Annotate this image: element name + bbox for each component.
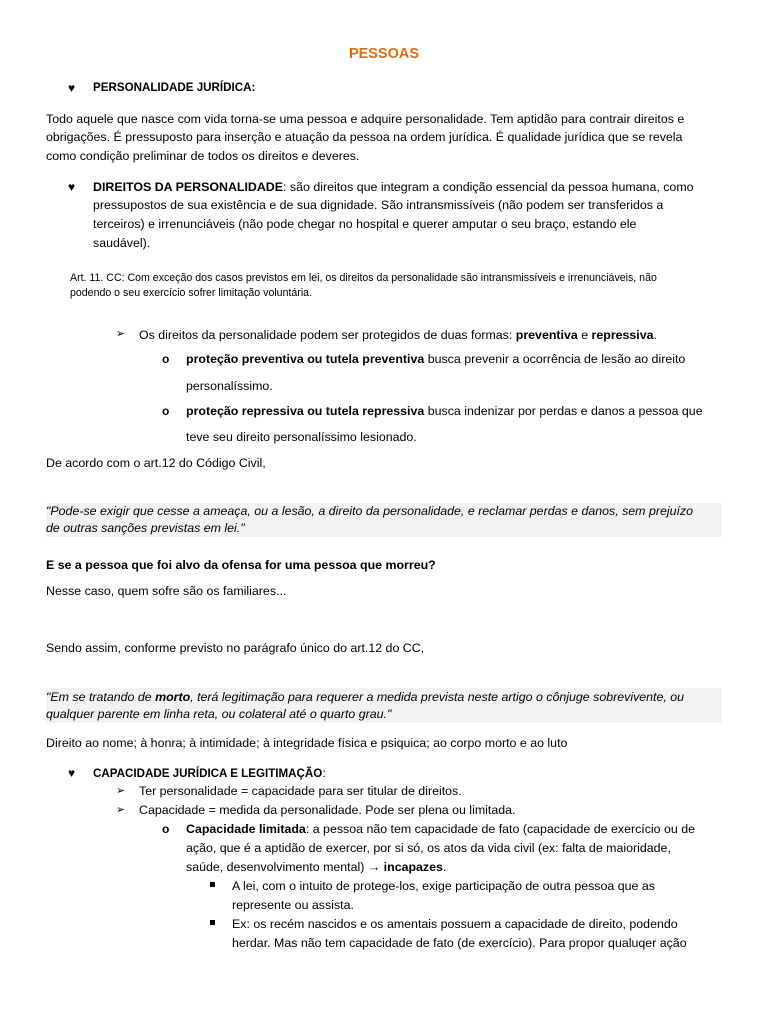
- circle-bullet-icon: o: [162, 404, 170, 418]
- art11-line-2: podendo o seu exercício sofrer limitação voluntária.: [70, 287, 313, 299]
- heart-bullet-icon: ♥: [68, 81, 76, 95]
- personalidade-line-3: como condição preliminar de todos os direitos e deveres.: [46, 149, 360, 163]
- capacidade-item-2: Capacidade = medida da personalidade. Pode ser plena ou limitada.: [139, 803, 516, 817]
- limitada-bold: Capacidade limitada: [186, 822, 306, 836]
- limitada-rest: : a pessoa não tem capacidade de fato (capacidade de exercício ou de: [305, 822, 696, 836]
- sub-item-1-line-1: A lei, com o intuito de protege-los, exige participação de outra pessoa que as: [232, 879, 655, 893]
- arrow-bullet-icon: ➢: [116, 804, 126, 816]
- quote2-line-2: qualquer parente em linha reta, ou colateral até o quarto grau.": [46, 707, 392, 721]
- heart-bullet-icon: ♥: [68, 180, 76, 194]
- limitada-incapazes: incapazes: [380, 860, 443, 874]
- question-heading: E se a pessoa que foi alvo da ofensa for uma pessoa que morreu?: [46, 558, 436, 572]
- limitada-line-3: [186, 858, 446, 877]
- formas-item-preventiva: [186, 350, 685, 369]
- capacidade-colon: :: [322, 766, 326, 780]
- direitos-line-2: pressupostos de sua existência e de sua dignidade. São intransmissíveis (não podem ser transferidos a: [93, 198, 664, 212]
- quote2-bold: morto: [155, 690, 191, 704]
- direito-nome-text: Direito ao nome; à honra; à intimidade; à integridade física e psiquica; ao corpo morto e ao luto: [46, 736, 568, 750]
- art12-intro: De acordo com o art.12 do Código Civil,: [46, 456, 266, 470]
- formas-item-preventiva-bold: proteção preventiva ou tutela preventiva: [186, 352, 425, 366]
- quote2-rest: , terá legitimação para requerer a medida prevista neste artigo o cônjuge sobrevivente, ou: [190, 690, 685, 704]
- formas-item-preventiva-line2: personalíssimo.: [186, 379, 273, 393]
- formas-preventiva: preventiva: [515, 328, 578, 342]
- square-bullet-icon: [210, 882, 215, 887]
- personalidade-line-2: obrigações. É pressuposto para inserção e atuação da pessoa na ordem jurídica. É qualidade jurídica que se revela: [46, 130, 683, 144]
- quote1-line-2: de outras sanções previstas em lei.": [46, 521, 245, 535]
- limitada-line3-text: saúde, desenvolvimento mental): [186, 860, 368, 874]
- sub-item-2-line-2: herdar. Mas não tem capacidade de fato (de exercício). Para propor qualuqer ação: [232, 936, 687, 950]
- quote2-line-1: [46, 688, 684, 707]
- formas-intro: [139, 326, 657, 345]
- formas-item-repressiva-line2: teve seu direito personalíssimo lesionado.: [186, 430, 417, 444]
- quote2-start: "Em se tratando de: [46, 690, 156, 704]
- circle-bullet-icon: o: [162, 822, 170, 836]
- paragrafo-unico-text: Sendo assim, conforme previsto no parágrafo único do art.12 do CC,: [46, 641, 425, 655]
- formas-repressiva: repressiva: [591, 328, 654, 342]
- quote1-line-1: "Pode-se exigir que cesse a ameaça, ou a lesão, a direito da personalidade, e reclamar perdas e danos, sem prejuízo: [46, 504, 694, 518]
- limitada-line-1: [186, 820, 695, 839]
- formas-item-repressiva: [186, 402, 703, 421]
- formas-item-preventiva-rest: busca prevenir a ocorrência de lesão ao direito: [424, 352, 686, 366]
- arrow-bullet-icon: ➢: [116, 328, 126, 340]
- personalidade-heading: PERSONALIDADE JURÍDICA:: [93, 81, 256, 94]
- answer-text: Nesse caso, quem sofre são os familiares...: [46, 584, 287, 598]
- formas-item-repressiva-bold: proteção repressiva ou tutela repressiva: [186, 404, 425, 418]
- direitos-heading: DIREITOS DA PERSONALIDADE: [93, 180, 284, 194]
- heart-bullet-icon: ♥: [68, 766, 76, 780]
- limitada-line-2: ação, que é a aptidão de exercer, por si só, os atos da vida civil (ex: falta de maioridade,: [186, 841, 671, 855]
- formas-intro-text: Os direitos da personalidade podem ser protegidos de duas formas:: [139, 328, 516, 342]
- sub-item-1-line-2: represente ou assista.: [232, 898, 354, 912]
- sub-item-2-line-1: Ex: os recém nascidos e os amentais possuem a capacidade de direito, podendo: [232, 917, 678, 931]
- page-title: PESSOAS: [348, 46, 420, 62]
- direitos-line-3: terceiros) e irrenunciáveis (não pode chegar no hospital e querer amputar o seu braço, estando ele: [93, 217, 637, 231]
- arrow-bullet-icon: ➢: [116, 785, 126, 797]
- circle-bullet-icon: o: [162, 352, 170, 366]
- limitada-dot: .: [442, 860, 447, 874]
- formas-e: e: [577, 328, 592, 342]
- capacidade-item-1: Ter personalidade = capacidade para ser titular de direitos.: [139, 784, 462, 798]
- formas-dot: .: [653, 328, 657, 342]
- direitos-first-line: : são direitos que integram a condição essencial da pessoa humana, como: [283, 180, 694, 194]
- art11-line-1: Art. 11. CC: Com exceção dos casos previstos em lei, os direitos da personalidade são intransmissíveis e irrenunciáveis, não: [70, 272, 657, 284]
- square-bullet-icon: [210, 920, 215, 925]
- direitos-line-1: [93, 178, 694, 197]
- direitos-line-4: saudável).: [93, 236, 151, 250]
- right-arrow-icon: →: [367, 860, 381, 874]
- capacidade-heading-line: [93, 764, 326, 784]
- personalidade-line-1: Todo aquele que nasce com vida torna-se uma pessoa e adquire personalidade. Tem aptidão para contrair direitos e: [46, 112, 685, 126]
- capacidade-heading: CAPACIDADE JURÍDICA E LEGITIMAÇÃO: [93, 767, 323, 780]
- formas-item-repressiva-rest: busca indenizar por perdas e danos a pessoa que: [424, 404, 703, 418]
